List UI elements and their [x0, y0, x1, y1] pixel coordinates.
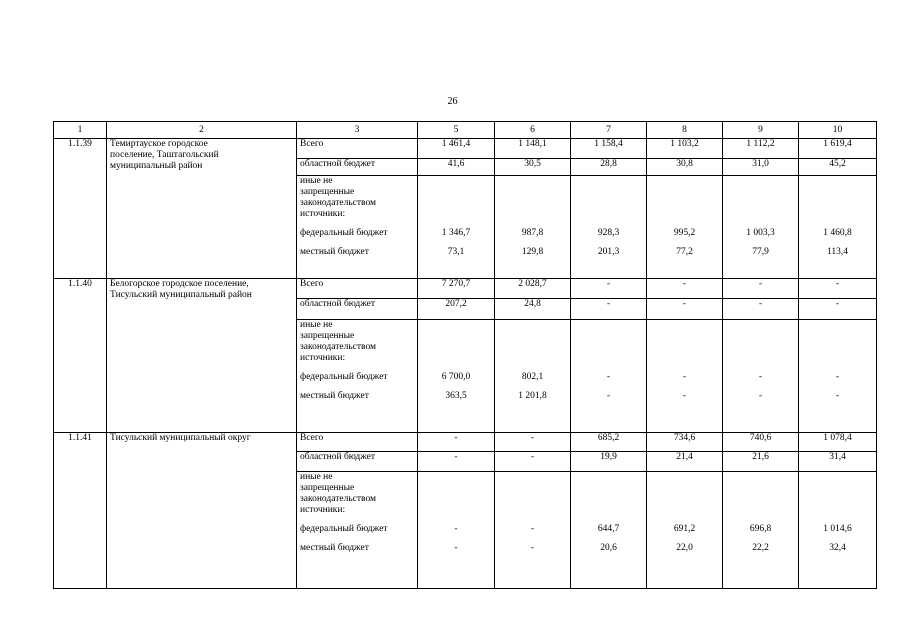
spacer [498, 483, 567, 494]
value-local: 20,6 [600, 543, 617, 553]
name-line: Темиртауское городское [110, 139, 208, 149]
spacer [498, 209, 567, 220]
spacer [421, 209, 491, 220]
spacer [650, 535, 719, 543]
value-other-sources [723, 472, 799, 589]
spacer [574, 383, 643, 391]
value-total: 7 270,7 [418, 279, 495, 299]
value-total: 1 619,4 [799, 139, 877, 159]
spacer [726, 239, 795, 247]
value-federal: - [454, 524, 458, 534]
value-local: 129,8 [521, 247, 544, 257]
value-local: - [530, 543, 535, 553]
spacer [726, 353, 795, 364]
spacer [726, 187, 795, 198]
value-local: - [454, 543, 458, 553]
value-total: - [571, 279, 647, 299]
value-total: 1 158,4 [571, 139, 647, 159]
value-federal: 644,7 [597, 524, 620, 534]
spacer [421, 505, 491, 516]
spacer [726, 176, 795, 187]
spacer [726, 535, 795, 543]
value-regional: 31,0 [723, 159, 799, 176]
spacer [421, 176, 491, 187]
value-total: - [647, 279, 723, 299]
spacer [574, 198, 643, 209]
value-regional: - [723, 299, 799, 320]
spacer [421, 342, 491, 353]
value-federal: - [758, 372, 763, 382]
value-regional: 28,8 [571, 159, 647, 176]
spacer [421, 331, 491, 342]
value-regional: 21,4 [647, 452, 723, 472]
spacer [300, 220, 414, 228]
value-other-sources [647, 176, 723, 279]
spacer [726, 364, 795, 372]
other-sources-line: запрещенные [300, 187, 355, 197]
value-federal: 802,1 [521, 372, 544, 382]
value-local: - [835, 391, 840, 401]
value-regional: 24,8 [495, 299, 571, 320]
spacer [574, 364, 643, 372]
other-sources-line: источники: [300, 209, 346, 219]
spacer [650, 364, 719, 372]
spacer [802, 383, 873, 391]
value-regional: 19,9 [571, 452, 647, 472]
spacer [574, 494, 643, 505]
value-federal: 6 700,0 [441, 372, 471, 382]
spacer [650, 383, 719, 391]
label-regional: областной бюджет [297, 299, 418, 320]
label-other-sources [297, 176, 418, 279]
value-other-sources [418, 320, 495, 433]
value-regional: 30,5 [495, 159, 571, 176]
spacer [574, 220, 643, 228]
spacer [498, 516, 567, 524]
spacer [574, 209, 643, 220]
value-regional: 21,6 [723, 452, 799, 472]
spacer [421, 364, 491, 372]
spacer [650, 198, 719, 209]
label-other-sources [297, 320, 418, 433]
value-other-sources [799, 472, 877, 589]
header-cell: 3 [297, 122, 418, 139]
municipality-name [107, 139, 297, 279]
spacer [300, 364, 414, 372]
spacer [574, 516, 643, 524]
header-cell: 7 [571, 122, 647, 139]
spacer [650, 505, 719, 516]
spacer [650, 494, 719, 505]
spacer [498, 364, 567, 372]
label-local: местный бюджет [300, 543, 369, 553]
spacer [726, 320, 795, 331]
spacer [650, 220, 719, 228]
other-sources-line: источники: [300, 353, 346, 363]
value-total: 734,6 [647, 433, 723, 452]
spacer [726, 494, 795, 505]
spacer [498, 187, 567, 198]
label-local: местный бюджет [300, 247, 369, 257]
value-total: 1 461,4 [418, 139, 495, 159]
spacer [726, 516, 795, 524]
value-federal: 928,3 [597, 228, 620, 238]
value-local: - [758, 391, 763, 401]
value-regional: - [418, 452, 495, 472]
spacer [574, 535, 643, 543]
header-cell: 1 [54, 122, 107, 139]
header-row [54, 122, 877, 139]
spacer [574, 483, 643, 494]
name-line: поселение, Таштагольский [110, 150, 219, 160]
spacer [650, 353, 719, 364]
spacer [726, 505, 795, 516]
value-other-sources [571, 472, 647, 589]
value-total: 1 078,4 [799, 433, 877, 452]
spacer [650, 472, 719, 483]
spacer [300, 239, 414, 247]
value-local: 363,5 [445, 391, 467, 401]
spacer [650, 176, 719, 187]
budget-table [53, 121, 877, 589]
municipality-name [107, 433, 297, 589]
spacer [498, 383, 567, 391]
value-federal: 691,2 [673, 524, 696, 534]
spacer [498, 342, 567, 353]
spacer [421, 353, 491, 364]
label-regional: областной бюджет [297, 452, 418, 472]
value-total: - [495, 433, 571, 452]
value-federal: 1 003,3 [746, 228, 775, 238]
value-regional: - [571, 299, 647, 320]
name-line: Тисульский муниципальный округ [110, 433, 251, 443]
value-regional: - [495, 452, 571, 472]
value-regional: 30,8 [647, 159, 723, 176]
spacer [498, 320, 567, 331]
header-cell: 9 [723, 122, 799, 139]
spacer [300, 383, 414, 391]
value-other-sources [418, 176, 495, 279]
value-regional: 41,6 [418, 159, 495, 176]
value-federal: 995,2 [673, 228, 696, 238]
value-local: 1 201,8 [518, 391, 547, 401]
spacer [650, 516, 719, 524]
spacer [300, 535, 414, 543]
spacer [421, 383, 491, 391]
other-sources-line: законодательством [300, 342, 377, 352]
value-federal: 696,8 [749, 524, 772, 534]
label-local: местный бюджет [300, 391, 369, 401]
value-local: 73,1 [447, 247, 465, 257]
value-total: 740,6 [723, 433, 799, 452]
value-local: 113,4 [826, 247, 849, 257]
spacer [802, 176, 873, 187]
spacer [574, 505, 643, 516]
value-other-sources [723, 176, 799, 279]
value-other-sources [495, 320, 571, 433]
spacer [802, 209, 873, 220]
label-regional: областной бюджет [297, 159, 418, 176]
header-cell: 10 [799, 122, 877, 139]
spacer [650, 239, 719, 247]
value-local: 201,3 [597, 247, 620, 257]
other-sources-line: иные не [300, 320, 333, 330]
value-local: 22,2 [752, 543, 769, 553]
value-regional: 31,4 [799, 452, 877, 472]
value-regional: - [647, 299, 723, 320]
spacer [574, 353, 643, 364]
spacer [802, 220, 873, 228]
value-regional: 45,2 [799, 159, 877, 176]
value-local: 32,4 [829, 543, 846, 553]
spacer [421, 320, 491, 331]
label-total: Всего [297, 139, 418, 159]
spacer [498, 535, 567, 543]
other-sources-line: иные не [300, 176, 333, 186]
header-cell: 6 [495, 122, 571, 139]
other-sources-line: запрещенные [300, 483, 355, 493]
value-other-sources [647, 472, 723, 589]
value-other-sources [647, 320, 723, 433]
spacer [726, 383, 795, 391]
spacer [802, 516, 873, 524]
value-local: 77,2 [676, 247, 693, 257]
spacer [498, 176, 567, 187]
label-total: Всего [297, 433, 418, 452]
spacer [421, 516, 491, 524]
spacer [574, 320, 643, 331]
spacer [498, 494, 567, 505]
spacer [726, 483, 795, 494]
spacer [802, 187, 873, 198]
spacer [726, 331, 795, 342]
spacer [726, 220, 795, 228]
spacer [574, 342, 643, 353]
spacer [726, 342, 795, 353]
spacer [498, 239, 567, 247]
spacer [650, 331, 719, 342]
spacer [726, 198, 795, 209]
spacer [498, 472, 567, 483]
spacer [498, 198, 567, 209]
table-row-total [54, 433, 877, 452]
spacer [498, 353, 567, 364]
spacer [421, 239, 491, 247]
spacer [650, 187, 719, 198]
value-local: 77,9 [752, 247, 769, 257]
value-total: 1 148,1 [495, 139, 571, 159]
value-total: 2 028,7 [495, 279, 571, 299]
value-total: - [418, 433, 495, 452]
spacer [726, 472, 795, 483]
label-total: Всего [297, 279, 418, 299]
spacer [574, 176, 643, 187]
value-federal: 1 460,8 [823, 228, 852, 238]
spacer [650, 342, 719, 353]
spacer [300, 516, 414, 524]
other-sources-line: законодательством [300, 198, 377, 208]
spacer [802, 483, 873, 494]
value-regional: 207,2 [418, 299, 495, 320]
table-row-total [54, 139, 877, 159]
value-other-sources [495, 472, 571, 589]
value-local: - [606, 391, 611, 401]
spacer [802, 364, 873, 372]
spacer [421, 187, 491, 198]
spacer [802, 331, 873, 342]
spacer [574, 239, 643, 247]
value-total: 685,2 [571, 433, 647, 452]
value-other-sources [799, 176, 877, 279]
row-code: 1.1.40 [54, 279, 107, 433]
header-cell: 2 [107, 122, 297, 139]
value-federal: - [835, 372, 840, 382]
spacer [726, 209, 795, 220]
value-federal: 1 346,7 [441, 228, 471, 238]
name-line: Белогорское городское поселение, [110, 279, 249, 289]
value-federal: 987,8 [521, 228, 544, 238]
name-line: Тисульский муниципальный район [110, 290, 252, 300]
other-sources-line: законодательством [300, 494, 377, 504]
spacer [802, 353, 873, 364]
spacer [421, 483, 491, 494]
value-other-sources [495, 176, 571, 279]
spacer [802, 472, 873, 483]
spacer [421, 472, 491, 483]
municipality-name [107, 279, 297, 433]
row-code: 1.1.39 [54, 139, 107, 279]
value-federal: - [606, 372, 611, 382]
spacer [802, 198, 873, 209]
spacer [498, 220, 567, 228]
value-other-sources [418, 472, 495, 589]
value-total: - [799, 279, 877, 299]
value-federal: - [682, 372, 687, 382]
spacer [802, 505, 873, 516]
value-total: 1 103,2 [647, 139, 723, 159]
spacer [802, 320, 873, 331]
spacer [421, 198, 491, 209]
value-local: 22,0 [676, 543, 693, 553]
value-other-sources [799, 320, 877, 433]
spacer [650, 320, 719, 331]
spacer [574, 472, 643, 483]
spacer [802, 342, 873, 353]
value-total: - [723, 279, 799, 299]
row-code: 1.1.41 [54, 433, 107, 589]
spacer [421, 220, 491, 228]
value-other-sources [571, 176, 647, 279]
value-regional: - [799, 299, 877, 320]
spacer [650, 483, 719, 494]
spacer [802, 239, 873, 247]
value-federal: 1 014,6 [823, 524, 852, 534]
label-other-sources [297, 472, 418, 589]
spacer [421, 494, 491, 505]
label-federal: федеральный бюджет [300, 524, 388, 534]
label-federal: федеральный бюджет [300, 372, 388, 382]
value-total: 1 112,2 [723, 139, 799, 159]
page-number: 26 [447, 96, 458, 107]
spacer [498, 331, 567, 342]
spacer [574, 187, 643, 198]
value-other-sources [571, 320, 647, 433]
header-cell: 8 [647, 122, 723, 139]
spacer [802, 535, 873, 543]
spacer [574, 331, 643, 342]
spacer [498, 505, 567, 516]
name-line: муниципальный район [110, 161, 203, 171]
other-sources-line: иные не [300, 472, 333, 482]
spacer [421, 535, 491, 543]
table-row-total [54, 279, 877, 299]
other-sources-line: запрещенные [300, 331, 355, 341]
value-federal: - [530, 524, 535, 534]
label-federal: федеральный бюджет [300, 228, 388, 238]
spacer [650, 209, 719, 220]
value-other-sources [723, 320, 799, 433]
other-sources-line: источники: [300, 505, 346, 515]
value-local: - [682, 391, 687, 401]
header-cell: 5 [418, 122, 495, 139]
spacer [802, 494, 873, 505]
